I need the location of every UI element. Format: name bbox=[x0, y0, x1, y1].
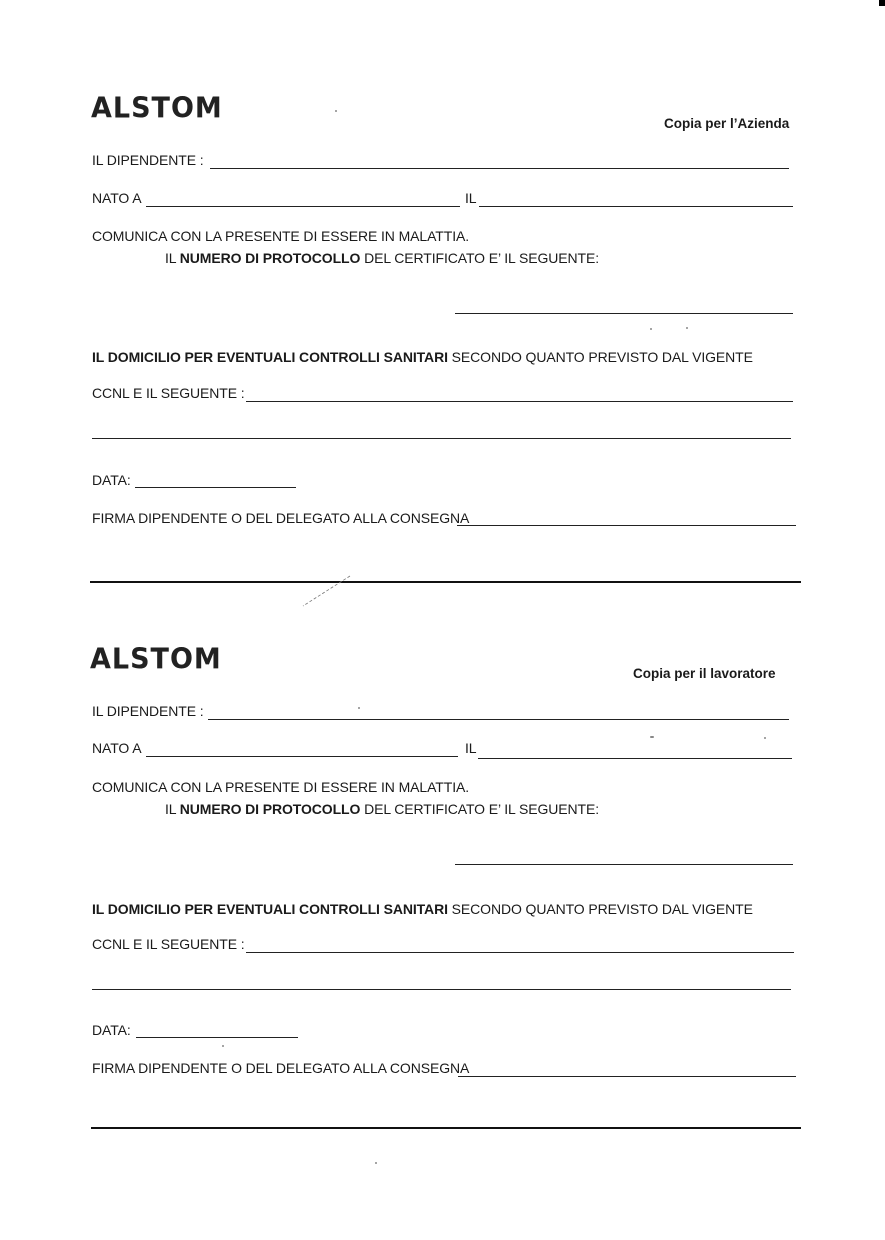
scan-speck bbox=[686, 327, 688, 329]
il-label: IL bbox=[465, 740, 477, 756]
protocollo-text: IL NUMERO DI PROTOCOLLO DEL CERTIFICATO E’ IL SEGUENTE: bbox=[165, 801, 600, 817]
il-label: IL bbox=[465, 190, 477, 206]
nato-label: NATO A bbox=[92, 190, 142, 206]
dipendente-label: IL DIPENDENTE : bbox=[92, 703, 204, 719]
nato-field[interactable] bbox=[146, 206, 460, 207]
domicilio-field-1[interactable] bbox=[246, 401, 793, 402]
copy-label: Copia per l’Azienda bbox=[664, 116, 790, 131]
dipendente-field[interactable] bbox=[208, 719, 789, 720]
scan-speck bbox=[335, 110, 337, 112]
dipendente-label: IL DIPENDENTE : bbox=[92, 152, 204, 168]
scan-mark bbox=[879, 0, 885, 6]
protocollo-field[interactable] bbox=[455, 313, 793, 314]
firma-label: FIRMA DIPENDENTE O DEL DELEGATO ALLA CONSEGNA bbox=[92, 1060, 470, 1076]
scan-artifact bbox=[295, 574, 355, 610]
ccnl-label: CCNL E IL SEGUENTE : bbox=[92, 385, 245, 401]
section-divider bbox=[90, 581, 801, 583]
scan-speck bbox=[375, 1162, 377, 1164]
firma-label: FIRMA DIPENDENTE O DEL DELEGATO ALLA CONSEGNA bbox=[92, 510, 470, 526]
copy-label: Copia per il lavoratore bbox=[633, 666, 776, 681]
protocollo-text: IL NUMERO DI PROTOCOLLO DEL CERTIFICATO E’ IL SEGUENTE: bbox=[165, 250, 600, 266]
domicilio-text: IL DOMICILIO PER EVENTUALI CONTROLLI SANITARI SECONDO QUANTO PREVISTO DAL VIGENTE bbox=[92, 349, 753, 365]
birth-date-field[interactable] bbox=[479, 206, 793, 207]
nato-label: NATO A bbox=[92, 740, 142, 756]
data-label: DATA: bbox=[92, 472, 131, 488]
bottom-divider bbox=[91, 1127, 801, 1129]
protocollo-field[interactable] bbox=[455, 864, 793, 865]
data-field[interactable] bbox=[136, 1037, 298, 1038]
scan-speck bbox=[650, 328, 652, 330]
comunica-text: COMUNICA CON LA PRESENTE DI ESSERE IN MALATTIA. bbox=[92, 779, 470, 795]
ccnl-label: CCNL E IL SEGUENTE : bbox=[92, 936, 245, 952]
scan-speck bbox=[650, 736, 654, 738]
comunica-text: COMUNICA CON LA PRESENTE DI ESSERE IN MALATTIA. bbox=[92, 228, 470, 244]
alstom-logo: ALSTOM bbox=[91, 92, 223, 125]
data-label: DATA: bbox=[92, 1022, 131, 1038]
dipendente-field[interactable] bbox=[210, 168, 789, 169]
data-field[interactable] bbox=[135, 487, 296, 488]
birth-date-field[interactable] bbox=[478, 758, 792, 759]
domicilio-field-1[interactable] bbox=[246, 952, 794, 953]
firma-field[interactable] bbox=[458, 1076, 796, 1077]
domicilio-field-2[interactable] bbox=[92, 438, 791, 439]
scan-speck bbox=[358, 707, 360, 709]
domicilio-field-2[interactable] bbox=[92, 989, 791, 990]
scan-speck bbox=[222, 1045, 224, 1047]
domicilio-text: IL DOMICILIO PER EVENTUALI CONTROLLI SANITARI SECONDO QUANTO PREVISTO DAL VIGENTE bbox=[92, 901, 753, 917]
firma-field[interactable] bbox=[457, 525, 796, 526]
nato-field[interactable] bbox=[146, 756, 458, 757]
alstom-logo: ALSTOM bbox=[90, 643, 222, 676]
scan-speck bbox=[764, 737, 766, 739]
